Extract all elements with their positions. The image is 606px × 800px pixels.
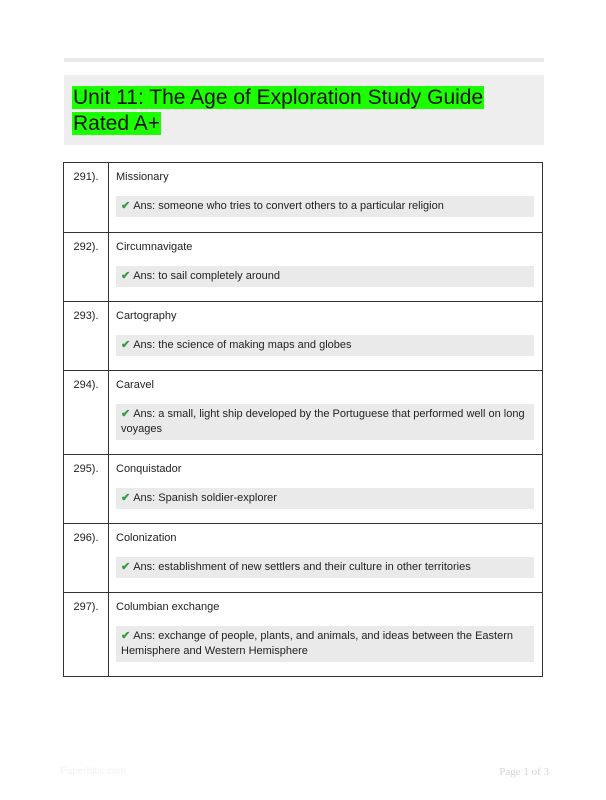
answer-text: Ans: a small, light ship developed by the Portuguese that performed well on long voyages [121, 408, 525, 435]
check-icon: ✔ [121, 408, 131, 420]
check-icon: ✔ [121, 200, 131, 212]
term-label: Columbian exchange [116, 601, 220, 613]
check-icon: ✔ [121, 561, 131, 573]
question-content [109, 163, 543, 233]
qa-table [63, 162, 543, 677]
question-content [109, 371, 543, 455]
answer-text: Ans: Spanish soldier-explorer [133, 492, 277, 504]
term-label: Missionary [116, 171, 169, 183]
footer-watermark: Paperbltic.com [60, 766, 127, 777]
question-content [109, 233, 543, 302]
answer-box [116, 488, 534, 509]
table-row [64, 302, 543, 371]
table-row [64, 371, 543, 455]
question-content [109, 302, 543, 371]
question-number: 294). [64, 371, 109, 455]
answer-box [116, 626, 534, 662]
answer-text: Ans: the science of making maps and globes [133, 339, 352, 351]
question-number: 296). [64, 524, 109, 593]
question-number: 291). [64, 163, 109, 233]
answer-box [116, 557, 534, 578]
check-icon: ✔ [121, 492, 131, 504]
page-title: Unit 11: The Age of Exploration Study Guide Rated A+ [73, 86, 484, 135]
term-label: Circumnavigate [116, 241, 193, 253]
answer-text: Ans: to sail completely around [133, 270, 280, 282]
answer-box [116, 266, 534, 287]
term-label: Colonization [116, 532, 177, 544]
check-icon: ✔ [121, 630, 131, 642]
check-icon: ✔ [121, 339, 131, 351]
question-number: 295). [64, 455, 109, 524]
answer-text: Ans: establishment of new settlers and their culture in other territories [133, 561, 471, 573]
top-divider [64, 58, 544, 62]
answer-box [116, 196, 534, 217]
question-number: 292). [64, 233, 109, 302]
table-row [64, 163, 543, 233]
question-content [109, 593, 543, 677]
table-row [64, 233, 543, 302]
question-number: 297). [64, 593, 109, 677]
title-banner [64, 75, 544, 145]
question-number: 293). [64, 302, 109, 371]
term-label: Conquistador [116, 463, 182, 475]
check-icon: ✔ [121, 270, 131, 282]
table-row [64, 455, 543, 524]
answer-box [116, 404, 534, 440]
table-row [64, 593, 543, 677]
page-indicator: Page 1 of 3 [499, 766, 549, 778]
question-content [109, 455, 543, 524]
question-content [109, 524, 543, 593]
answer-box [116, 335, 534, 356]
term-label: Cartography [116, 310, 177, 322]
answer-text: Ans: someone who tries to convert others to a particular religion [133, 200, 444, 212]
table-row [64, 524, 543, 593]
qa-table-body [64, 163, 543, 677]
term-label: Caravel [116, 379, 154, 391]
answer-text: Ans: exchange of people, plants, and animals, and ideas between the Eastern Hemisphere and Western Hemisphere [121, 630, 513, 657]
